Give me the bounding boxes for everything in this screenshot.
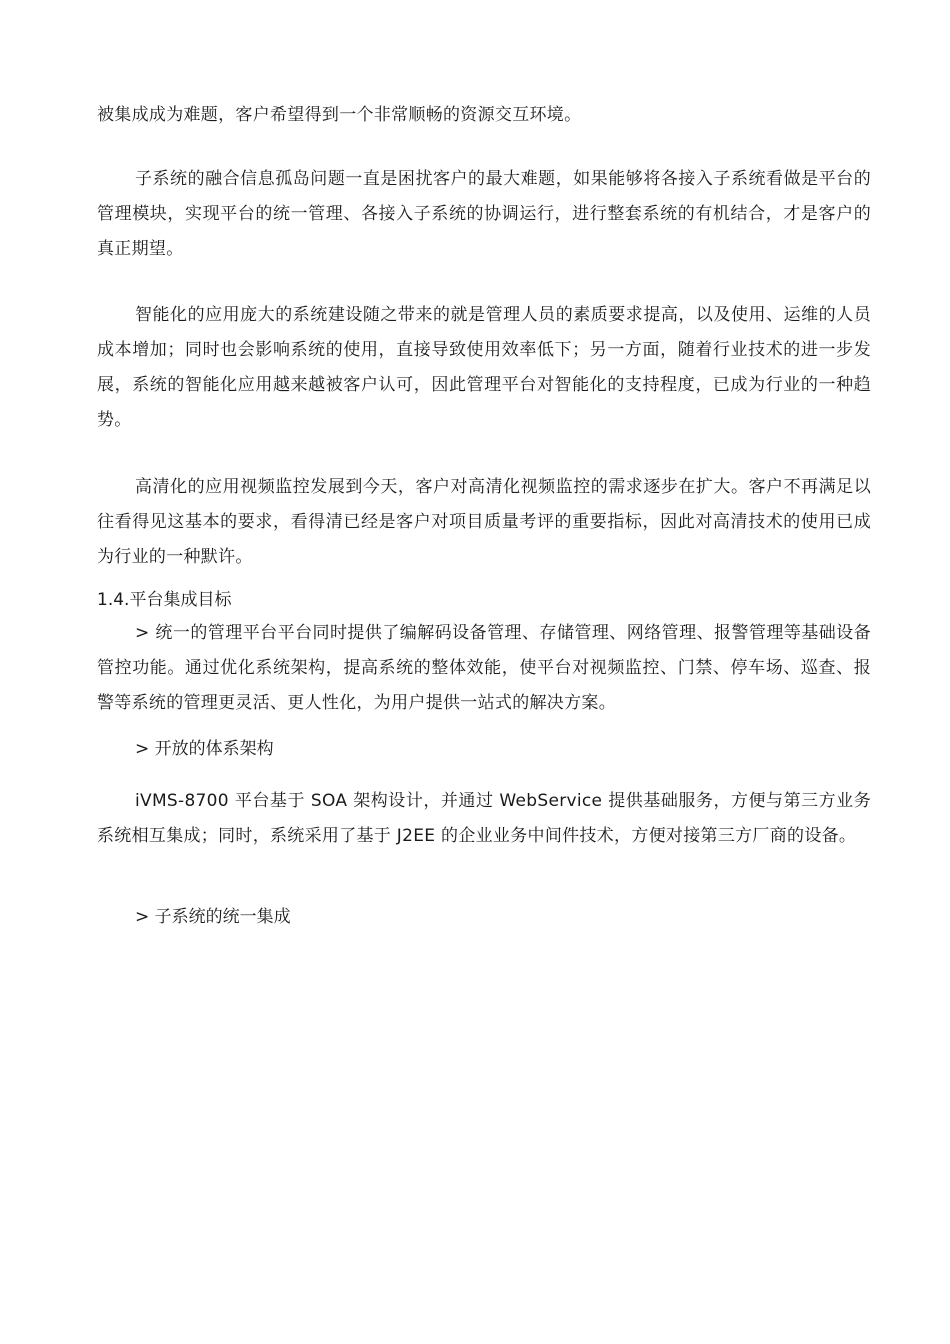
list-item-open-architecture: > 开放的体系架构 [135, 739, 274, 759]
section-heading: 1.4.平台集成目标 [97, 590, 232, 610]
paragraph-unified-platform: > 统一的管理平台平台同时提供了编解码设备管理、存储管理、网络管理、报警管理等基础设备管控功能。通过优化系统架构，提高系统的整体效能，使平台对视频监控、门禁、停车场、巡查、报警等系统的管理更灵活、更人性化，为用户提供一站式的解决方案。 [97, 623, 871, 713]
paragraph-intelligent-application: 智能化的应用庞大的系统建设随之带来的就是管理人员的素质要求提高，以及使用、运维的人员成本增加；同时也会影响系统的使用，直接导致使用效率低下；另一方面，随着行业技术的进一步发展，系统的智能化应用越来越被客户认可，因此管理平台对智能化的支持程度，已成为行业的一种趋势。 [97, 305, 871, 430]
paragraph-hd-application: 高清化的应用视频监控发展到今天，客户对高清化视频监控的需求逐步在扩大。客户不再满足以往看得见这基本的要求，看得清已经是客户对项目质量考评的重要指标，因此对高清技术的使用已成为行业的一种默许。 [97, 477, 871, 567]
paragraph-continuation: 被集成成为难题，客户希望得到一个非常顺畅的资源交互环境。 [97, 105, 582, 125]
paragraph-subsystem-fusion: 子系统的融合信息孤岛问题一直是困扰客户的最大难题，如果能够将各接入子系统看做是平台的管理模块，实现平台的统一管理、各接入子系统的协调运行，进行整套系统的有机结合，才是客户的真正期望。 [97, 169, 871, 259]
list-item-subsystem-integration: > 子系统的统一集成 [135, 907, 291, 927]
paragraph-ivms-platform: iVMS-8700 平台基于 SOA 架构设计，并通过 WebService 提供基础服务，方便与第三方业务系统相互集成；同时，系统采用了基于 J2EE 的企业业务中间件技术，方便对接第三方厂商的设备。 [97, 791, 871, 846]
